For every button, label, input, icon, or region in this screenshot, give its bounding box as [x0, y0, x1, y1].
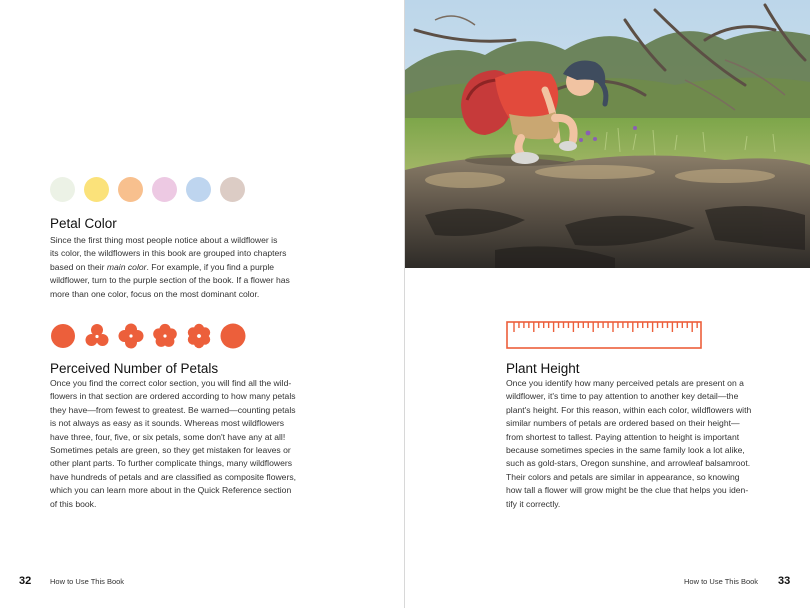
six-petals-icon [186, 323, 212, 349]
petal-count-icons [50, 323, 250, 349]
petal-number-body: Once you find the correct color section, you will find all the wild- flowers in that section are ordered according to how many petals they have—from fewest to greatest. Be warned—counting petals is not always as easy as it sounds. Whereas most wildflowers have three, four, five, or six petals, some don't have any at all! Sometimes petals are green, so they get mistaken for leaves or other plant parts. To further complicate things, many wildflowers have hundreds of petals and are classified as composite flowers, which you can learn more about in the Quick Reference section of this book. [50, 378, 297, 509]
main-color-emphasis: main color [106, 261, 147, 272]
left-page [0, 0, 404, 608]
swatch-orange [118, 177, 143, 202]
petal-color-heading: Petal Color [50, 216, 117, 231]
right-page [405, 0, 810, 608]
swatch-blue [186, 177, 211, 202]
three-petals-icon [84, 323, 110, 349]
swatch-white [50, 177, 75, 202]
swatch-pink [152, 177, 177, 202]
plant-height-body: Once you identify how many perceived petals are present on a wildflower, it's time to pay attention to another key detail—the plant's height. For this reason, within each color, wildflowers with similar numbers of petals are ordered based on their height— from shortest to tallest. Paying attention to height is important because sometimes species in the same family look a lot alike, such as gold-stars, Oregon sunshine, and arrowleaf balsamroot. Their colors and petals are similar in appearance, so knowing how tall a flower will grow might be the clue that helps you iden- tify it correctly. [506, 378, 752, 509]
child-examining-wildflowers-photo [405, 0, 810, 268]
petal-color-body: Since the first thing most people notice about a wildflower is its color, the wildflowers in this book are grouped into chapters based on their main color. For example, if you find a purple wildflower, turn to the purple section of the book. If a flower has more than one color, focus on the most dominant color. [50, 235, 290, 299]
composite-icon [220, 323, 246, 349]
swatch-yellow [84, 177, 109, 202]
four-petals-icon [118, 323, 144, 349]
page-number-right: 33 [778, 575, 791, 587]
running-head-right: How to Use This Book [684, 577, 759, 586]
page-number-left: 32 [19, 575, 32, 587]
five-petals-icon [152, 323, 178, 349]
plant-height-heading: Plant Height [506, 361, 580, 376]
ruler-icon [506, 321, 702, 349]
petal-color-swatches [50, 177, 250, 203]
swatch-brown [220, 177, 245, 202]
zero-petals-icon [50, 323, 76, 349]
running-head-left: How to Use This Book [50, 577, 125, 586]
petal-number-heading: Perceived Number of Petals [50, 361, 219, 376]
